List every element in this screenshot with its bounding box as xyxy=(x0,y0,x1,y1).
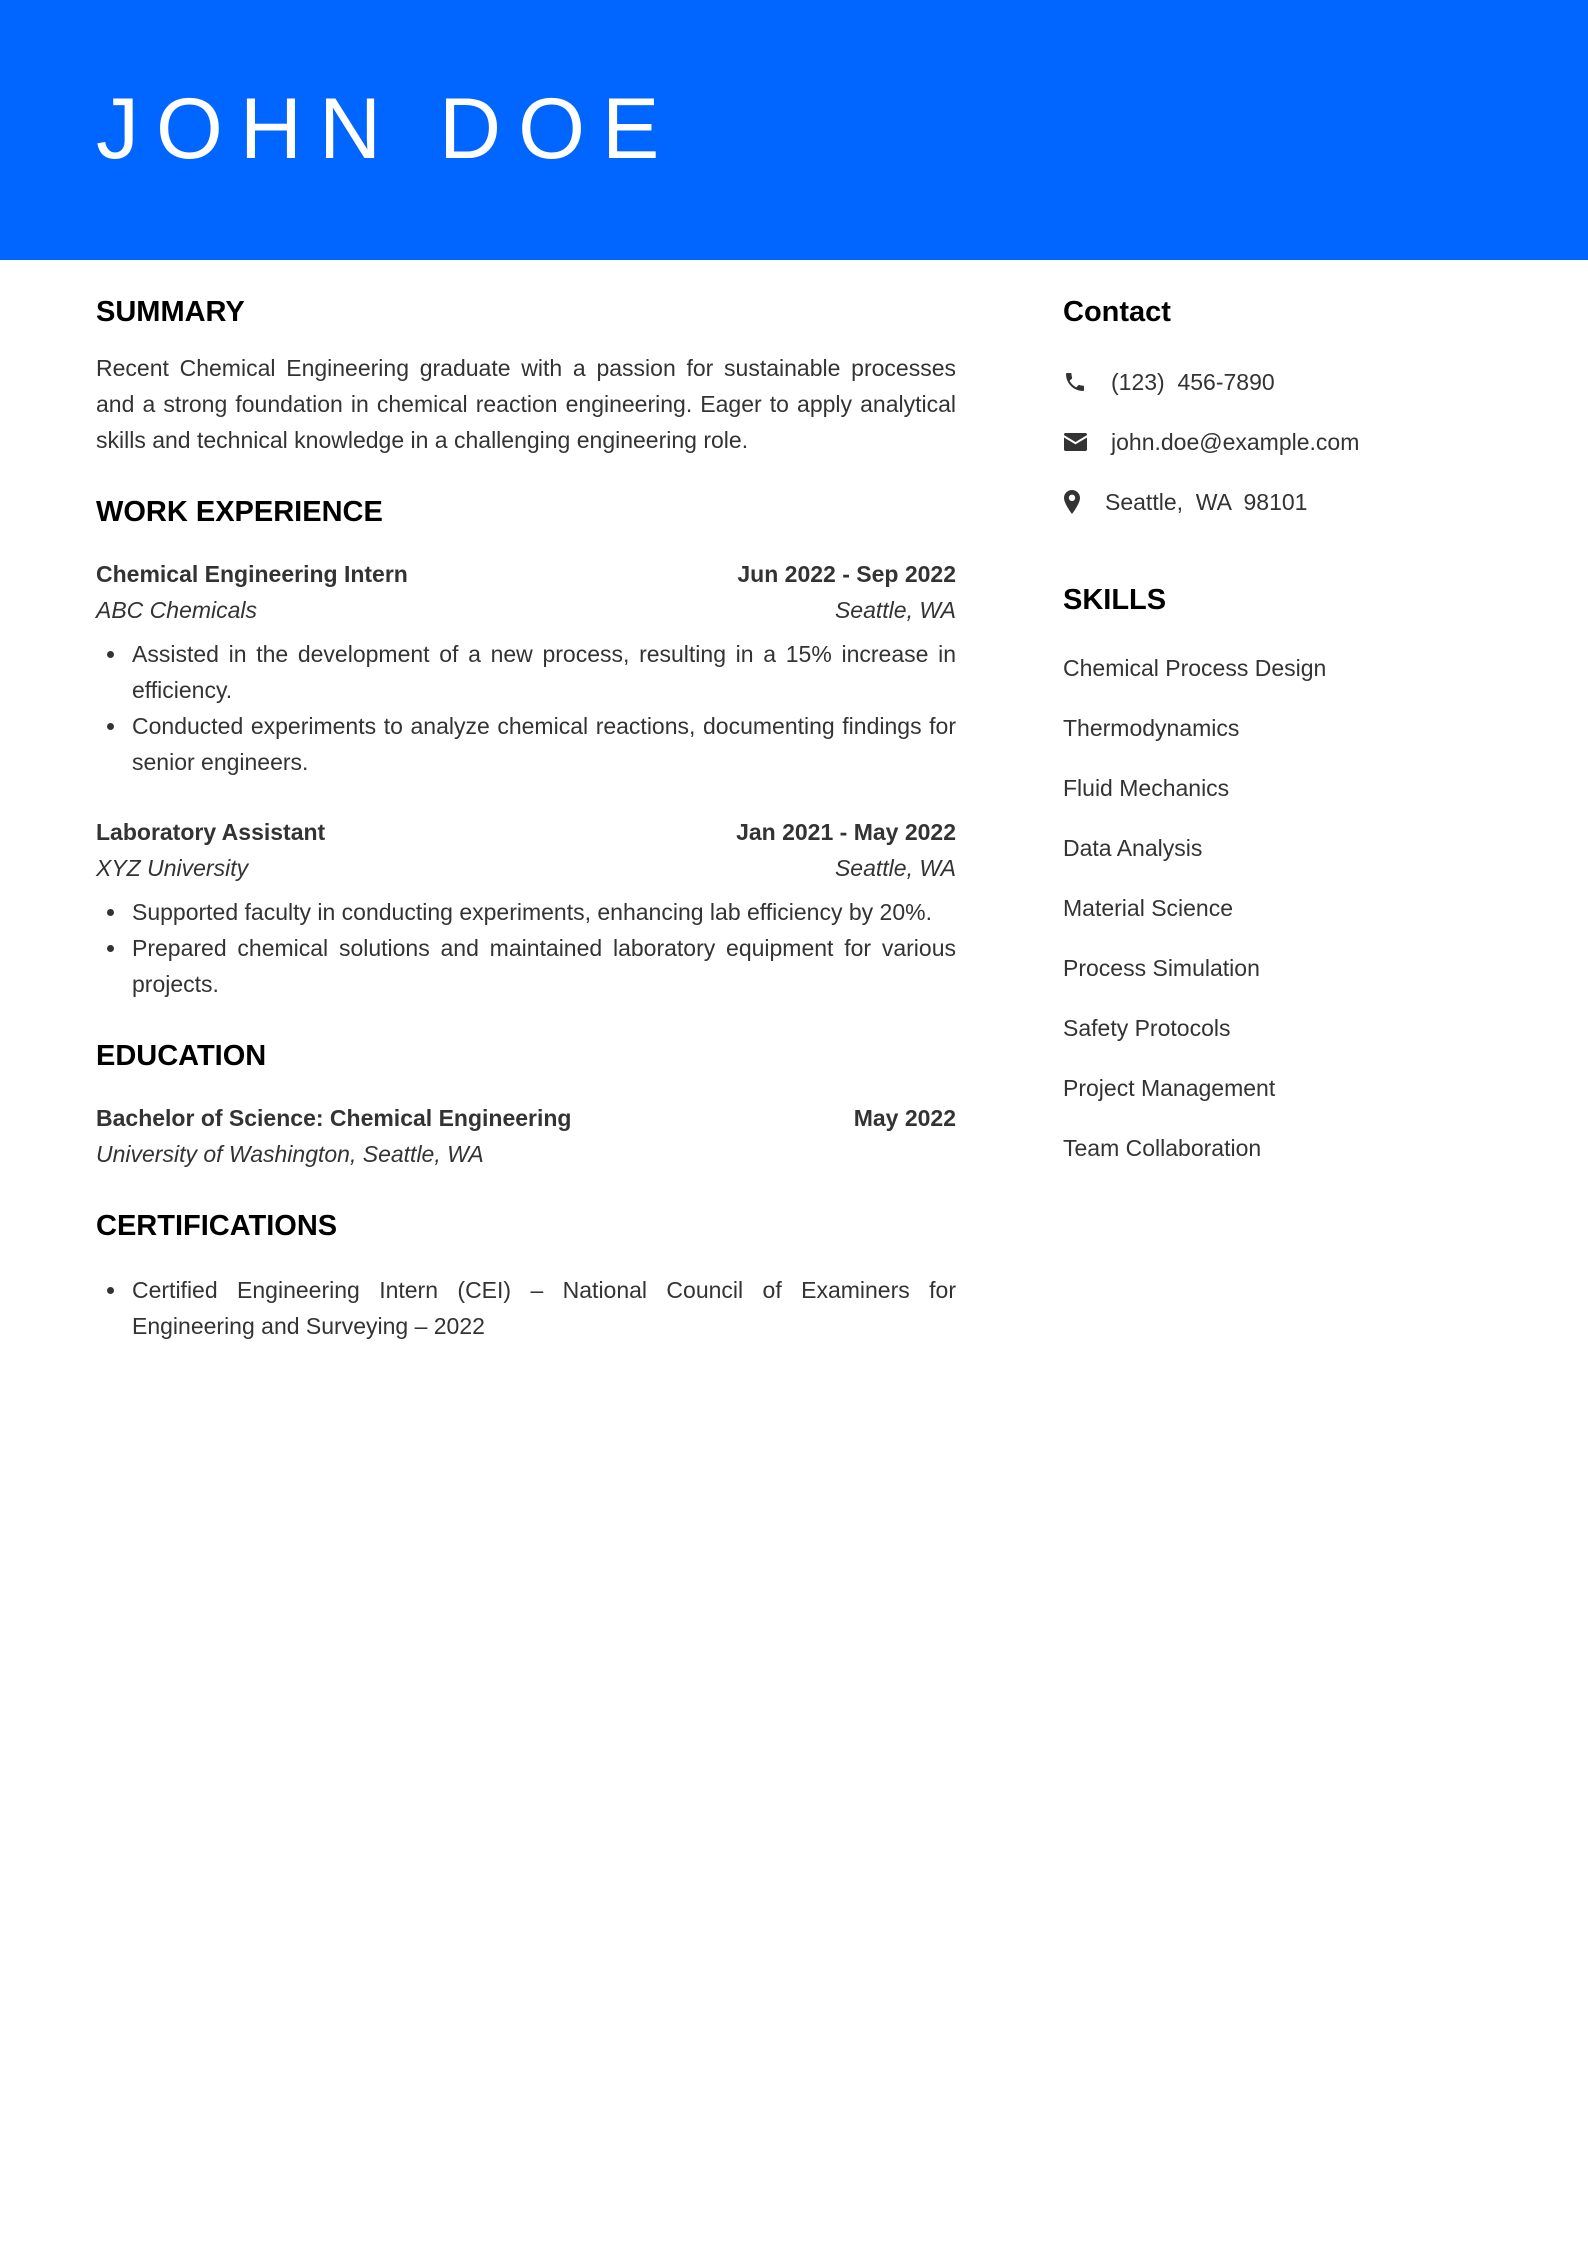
skills-title: SKILLS xyxy=(1063,584,1167,616)
school: University of Washington, Seattle, WA xyxy=(96,1141,484,1167)
certification-list xyxy=(96,1272,956,1344)
summary-title: SUMMARY xyxy=(96,296,245,328)
sidebar-column xyxy=(1063,288,1493,1178)
job-bullet xyxy=(132,708,956,780)
job-bullets xyxy=(96,636,956,780)
contact-title: Contact xyxy=(1063,296,1171,328)
certifications-title: CERTIFICATIONS xyxy=(96,1210,338,1242)
job-bullet xyxy=(132,930,956,1002)
skill-item: Safety Protocols xyxy=(1063,1015,1231,1041)
job-role: Chemical Engineering Intern xyxy=(96,561,408,587)
education-entry xyxy=(96,1100,956,1172)
job-bullet-text: Conducted experiments to analyze chemical reactions, documenting findings for senior engineers. xyxy=(132,713,956,775)
education-title: EDUCATION xyxy=(96,1040,267,1072)
skill-item: Chemical Process Design xyxy=(1063,655,1327,681)
certification-text: Certified Engineering Intern (CEI) – National Council of Examiners for Engineering and Surveying – 2022 xyxy=(132,1277,956,1339)
contact-list xyxy=(1063,352,1493,532)
email-address[interactable]: john.doe@example.com xyxy=(1111,428,1360,455)
contact-location xyxy=(1063,472,1493,532)
summary-section xyxy=(96,288,956,458)
degree: Bachelor of Science: Chemical Engineering xyxy=(96,1105,572,1131)
job-location: Seattle, WA xyxy=(834,597,956,623)
contact-phone xyxy=(1063,352,1493,412)
work-experience-title: WORK EXPERIENCE xyxy=(96,496,383,528)
job-company: ABC Chemicals xyxy=(96,597,258,623)
certification-item xyxy=(132,1272,956,1344)
contact-email xyxy=(1063,412,1493,472)
skill-item: Material Science xyxy=(1063,895,1234,921)
job-dates: Jun 2022 - Sep 2022 xyxy=(737,561,956,587)
education-section xyxy=(96,1032,956,1172)
job-bullet-text: Prepared chemical solutions and maintained laboratory equipment for various projects. xyxy=(132,935,956,997)
summary-text: Recent Chemical Engineering graduate with a passion for sustainable processes and a strong foundation in chemical reaction engineering. Eager to apply analytical skills and technical knowledge in a challenging engineering role. xyxy=(96,355,956,453)
skill-item: Process Simulation xyxy=(1063,955,1260,981)
skills-list xyxy=(1063,638,1493,1178)
skill-item: Team Collaboration xyxy=(1063,1135,1262,1161)
job-entry xyxy=(96,556,956,780)
phone-icon xyxy=(1063,370,1111,394)
job-bullet-text: Assisted in the development of a new process, resulting in a 15% increase in efficiency. xyxy=(132,641,956,703)
job-dates: Jan 2021 - May 2022 xyxy=(736,819,956,845)
bullet-dot-icon xyxy=(107,909,114,916)
graduation-date: May 2022 xyxy=(853,1105,956,1131)
job-entry xyxy=(96,814,956,1002)
candidate-name: JOHN DOE xyxy=(96,81,677,177)
header-banner xyxy=(0,0,1588,260)
bullet-dot-icon xyxy=(107,651,114,658)
job-bullet xyxy=(132,636,956,708)
skill-item: Data Analysis xyxy=(1063,835,1203,861)
skill-item: Thermodynamics xyxy=(1063,715,1240,741)
job-bullet-text: Supported faculty in conducting experiments, enhancing lab efficiency by 20%. xyxy=(132,899,932,925)
envelope-icon xyxy=(1063,432,1111,452)
skill-item: Fluid Mechanics xyxy=(1063,775,1230,801)
job-location: Seattle, WA xyxy=(834,855,956,881)
bullet-dot-icon xyxy=(107,723,114,730)
bullet-dot-icon xyxy=(107,1287,114,1294)
location-text: Seattle, WA 98101 xyxy=(1105,488,1308,515)
job-company: XYZ University xyxy=(96,855,249,881)
work-experience-section xyxy=(96,488,956,1002)
job-bullets xyxy=(96,894,956,1002)
bullet-dot-icon xyxy=(107,945,114,952)
phone-number[interactable]: (123) 456-7890 xyxy=(1111,368,1275,395)
job-bullet xyxy=(132,894,956,930)
map-pin-icon xyxy=(1063,489,1105,515)
main-column xyxy=(96,288,956,1344)
job-role: Laboratory Assistant xyxy=(96,819,326,845)
certifications-section xyxy=(96,1202,956,1344)
skill-item: Project Management xyxy=(1063,1075,1276,1101)
